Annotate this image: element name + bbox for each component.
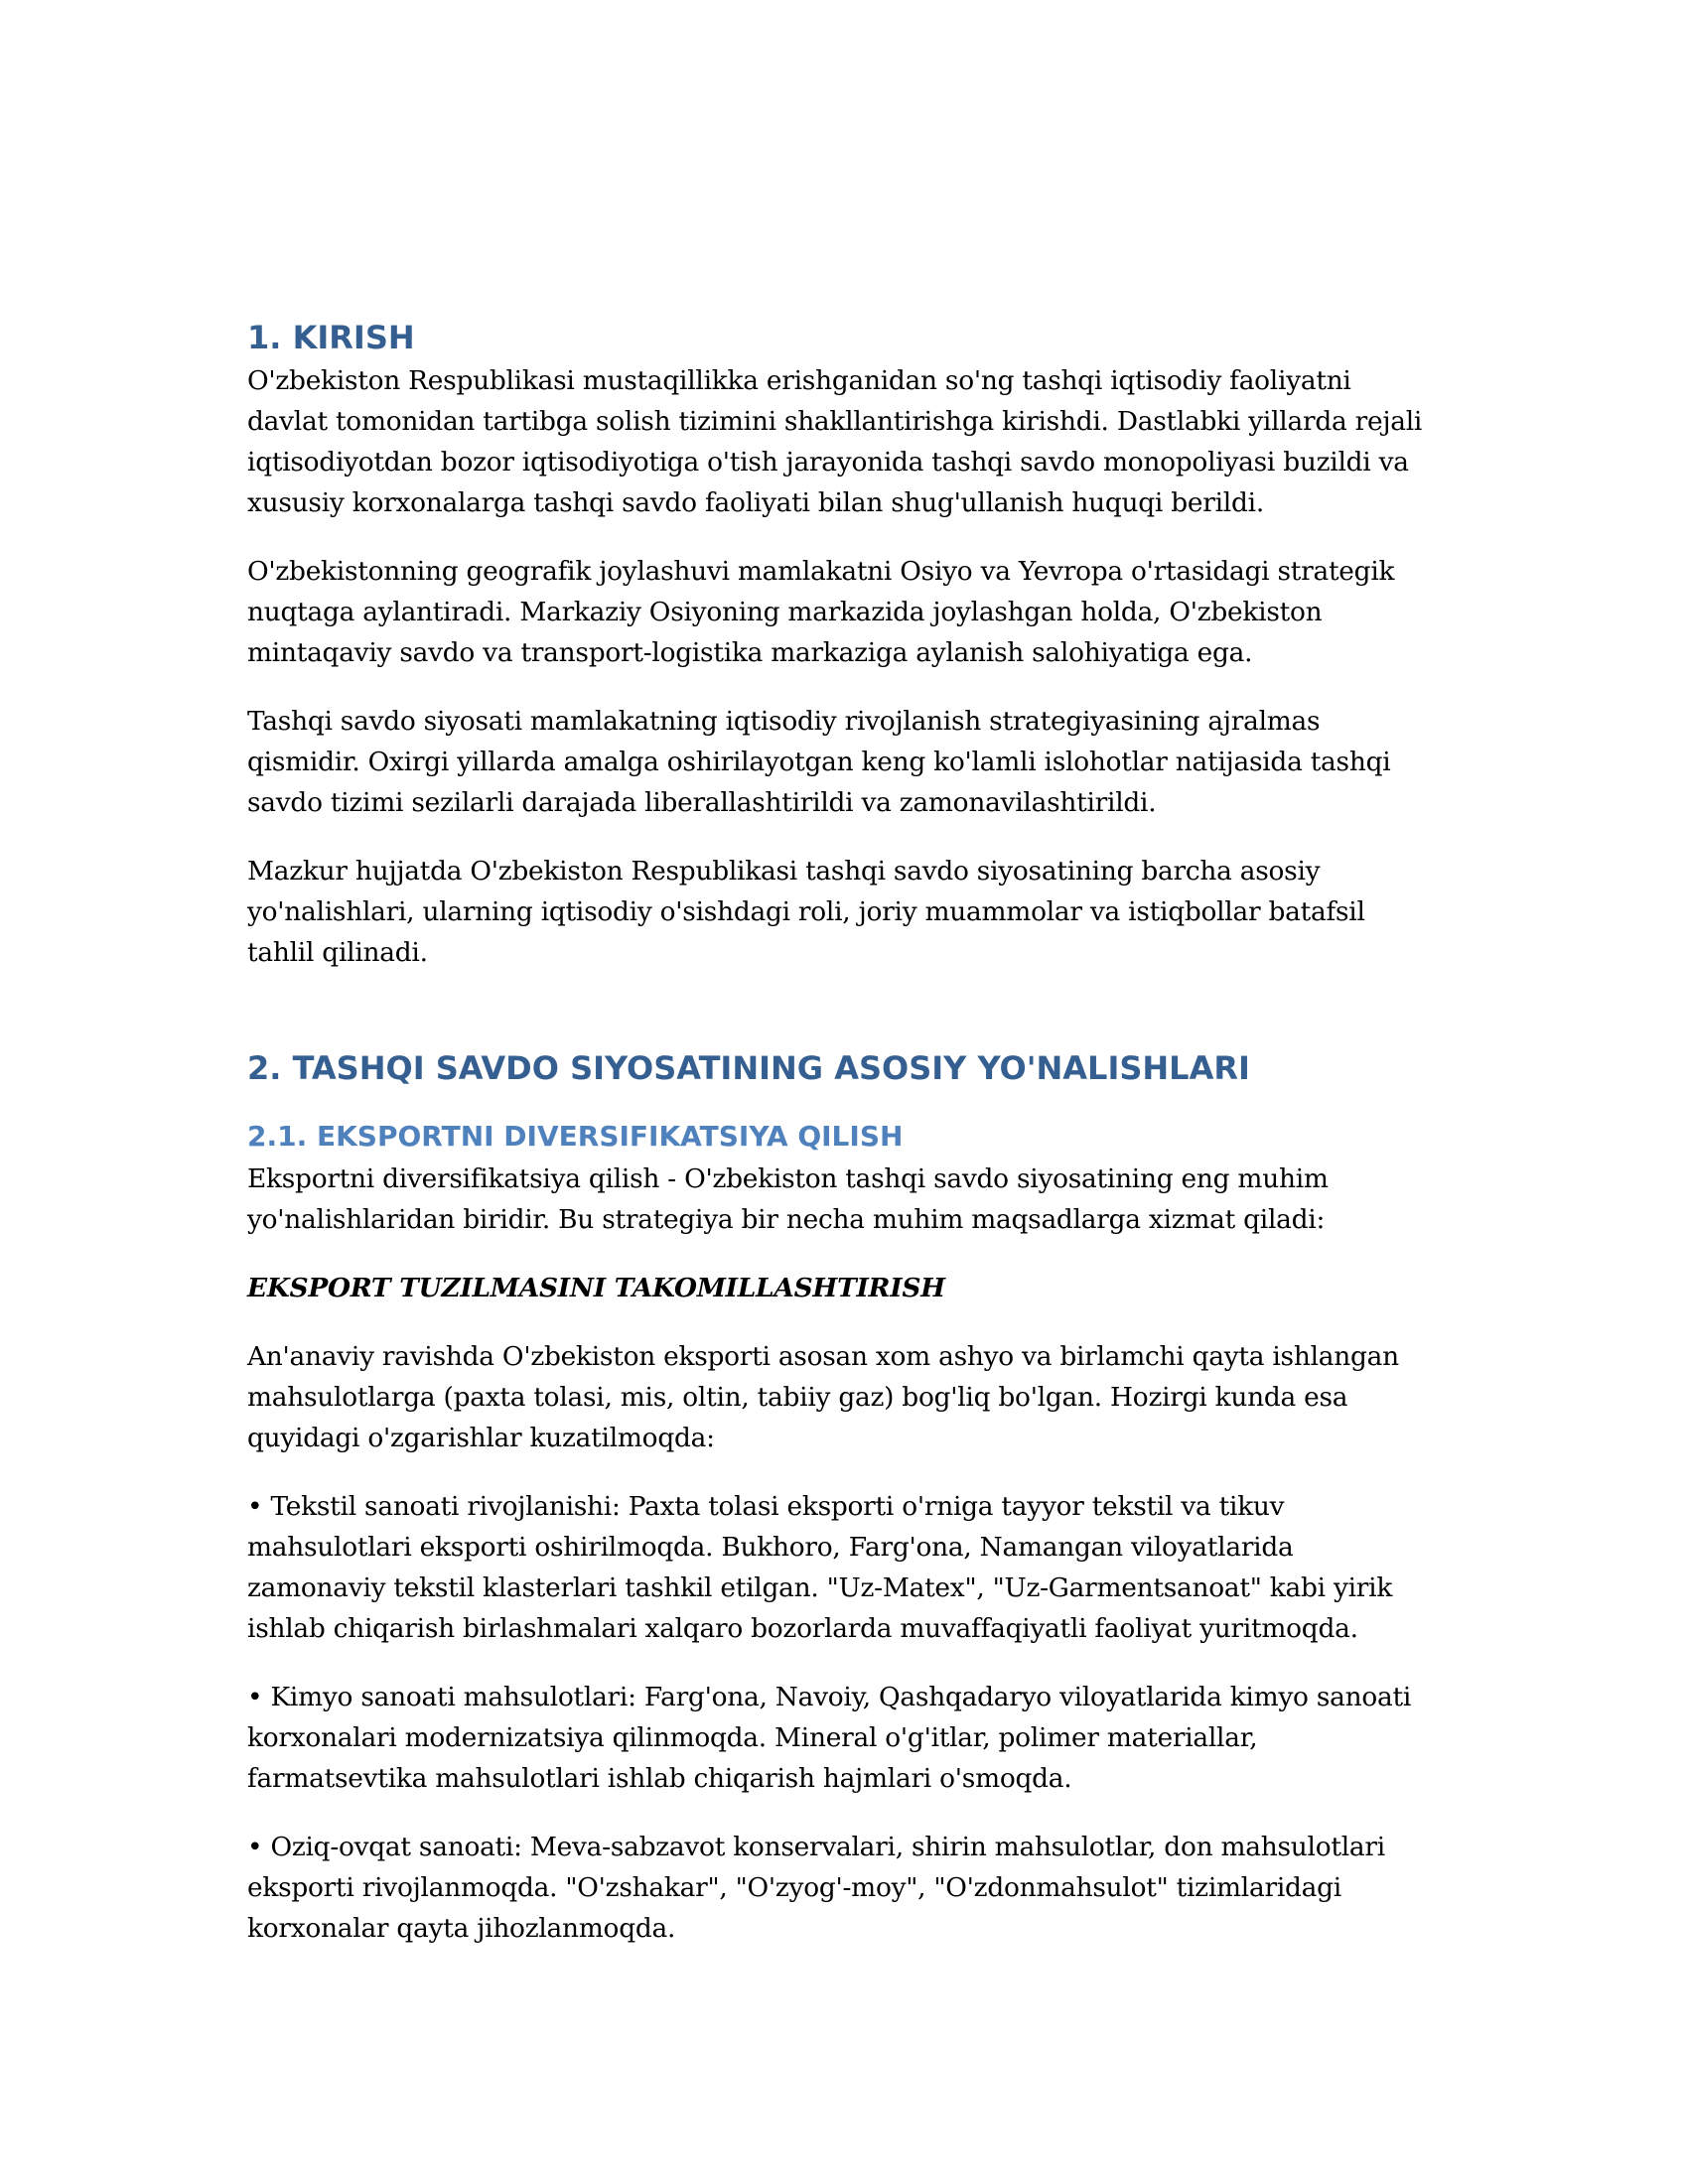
paragraph: An'anaviy ravishda O'zbekiston eksporti asosan xom ashyo va birlamchi qayta ishlangan mahsulotlarga (paxta tolasi, mis, oltin, tabiiy gaz) bog'liq bo'lgan. Hozirgi kunda esa quyidagi o'zgarishlar kuzatilmoqda: bbox=[247, 1341, 1399, 1453]
bullet-item-food: • Oziq-ovqat sanoati: Meva-sabzavot konservalari, shirin mahsulotlar, don mahsulotlari eksporti rivojlanmoqda. "O'zshakar", "O'zyog'-moy", "O'zdonmahsulot" tizimlaridagi korxonalar qayta jihozlanmoqda. bbox=[247, 1832, 1385, 1944]
paragraph: Eksportni diversifikatsiya qilish - O'zbekiston tashqi savdo siyosatining eng muhim yo'nalishlaridan biridir. Bu strategiya bir necha muhim maqsadlarga xizmat qiladi: bbox=[247, 1163, 1329, 1235]
bullet-item-textile: • Tekstil sanoati rivojlanishi: Paxta tolasi eksporti o'rniga tayyor tekstil va tikuv mahsulotlari eksporti oshirilmoqda. Bukhoro, Farg'ona, Namangan viloyatlarida zamonaviy tekstil klasterlari tashkil etilgan. "Uz-Matex", "Uz-Garmentsanoat" kabi yirik ishlab chiqarish birlashmalari xalqaro bozorlarda muvaffaqiyatli faoliyat yuritmoqda. bbox=[247, 1491, 1393, 1644]
paragraph: O'zbekistonning geografik joylashuvi mamlakatni Osiyo va Yevropa o'rtasidagi strategik nuqtaga aylantiradi. Markaziy Osiyoning markazida joylashgan holda, O'zbekiston mintaqaviy savdo va transport-logistika markaziga aylanish salohiyatiga ega. bbox=[247, 556, 1395, 668]
section-heading-trade-policy: 2. TASHQI SAVDO SIYOSATINING ASOSIY YO'NALISHLARI bbox=[247, 1049, 1250, 1087]
paragraph: O'zbekiston Respublikasi mustaqillikka erishganidan so'ng tashqi iqtisodiy faoliyatni davlat tomonidan tartibga solish tizimini shakllantirishga kirishdi. Dastlabki yillarda rejali iqtisodiyotdan bozor iqtisodiyotiga o'tish jarayonida tashqi savdo monopoliyasi buzildi va xususiy korxonalarga tashqi savdo faoliyati bilan shug'ullanish huquqi berildi. bbox=[247, 365, 1423, 518]
subsection-heading-export-diversification: 2.1. EKSPORTNI DIVERSIFIKATSIYA QILISH bbox=[247, 1120, 904, 1153]
emphasis-heading: EKSPORT TUZILMASINI TAKOMILLASHTIRISH bbox=[247, 1273, 945, 1303]
document-body bbox=[247, 318, 1439, 1977]
paragraph: Tashqi savdo siyosati mamlakatning iqtisodiy rivojlanish strategiyasining ajralmas qismidir. Oxirgi yillarda amalga oshirilayotgan keng ko'lamli islohotlar natijasida tashqi savdo tizimi sezilarli darajada liberallashtirildi va zamonavilashtirildi. bbox=[247, 706, 1391, 818]
bullet-item-chemical: • Kimyo sanoati mahsulotlari: Farg'ona, Navoiy, Qashqadaryo viloyatlarida kimyo sanoati korxonalari modernizatsiya qilinmoqda. Mineral o'g'itlar, polimer materiallar, farmatsevtika mahsulotlari ishlab chiqarish hajmlari o'smoqda. bbox=[247, 1682, 1412, 1794]
paragraph: Mazkur hujjatda O'zbekiston Respublikasi tashqi savdo siyosatining barcha asosiy yo'nalishlari, ularning iqtisodiy o'sishdagi roli, joriy muammolar va istiqbollar batafsil tahlil qilinadi. bbox=[247, 856, 1365, 968]
section-heading-introduction: 1. KIRISH bbox=[247, 319, 415, 356]
